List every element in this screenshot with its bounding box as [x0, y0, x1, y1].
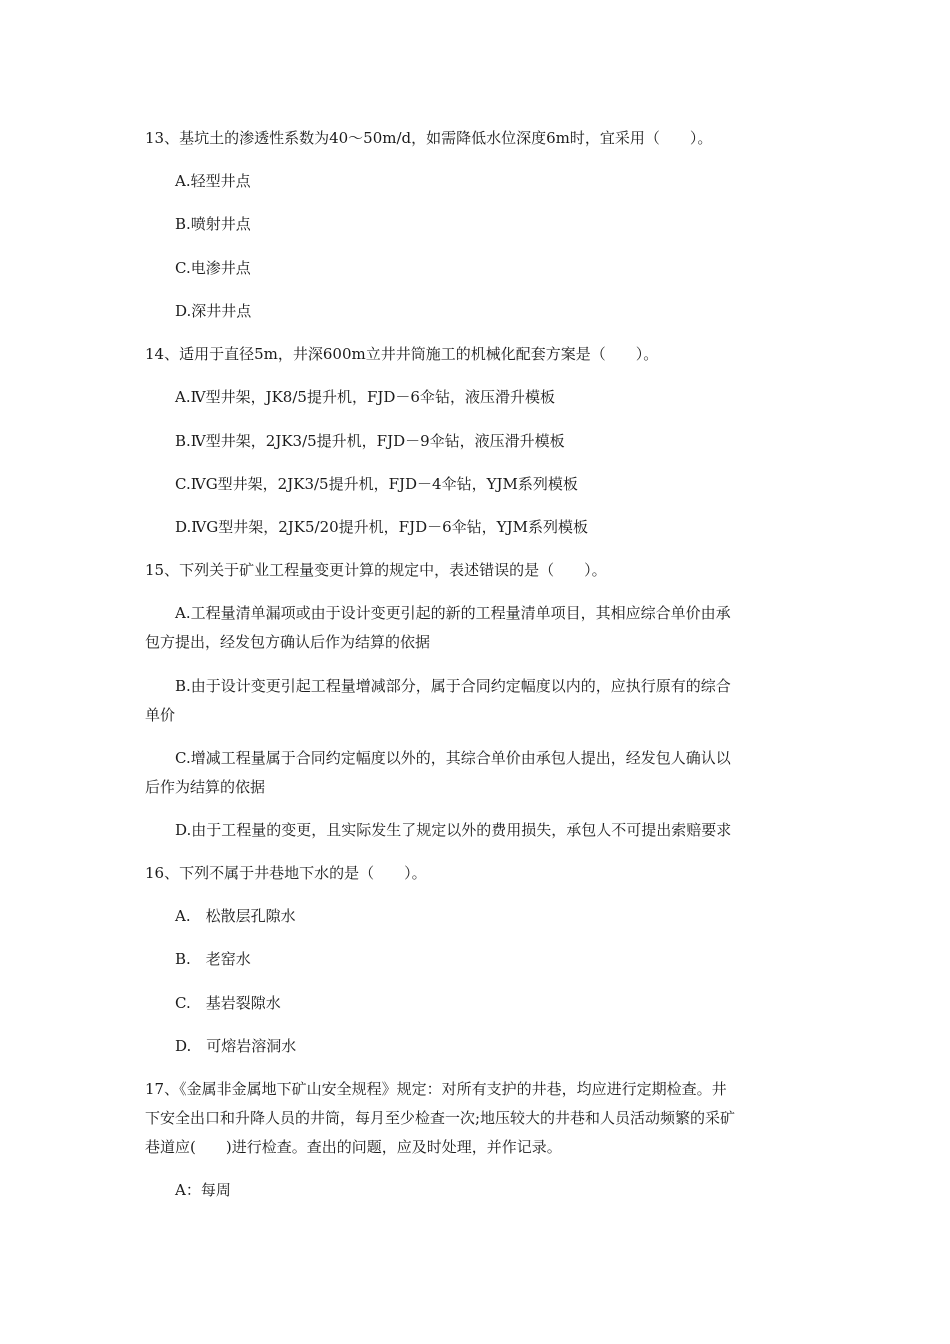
question-14-stem: 14、适用于直径5m，井深600m立井井筒施工的机械化配套方案是（ ）。: [145, 345, 659, 363]
question-15-option-c-line1: C.增减工程量属于合同约定幅度以外的，其综合单价由承包人提出，经发包人确认以: [175, 749, 731, 767]
question-14-option-d: D.ⅣG型井架，2JK5/20提升机，FJD－6伞钻，YJM系列模板: [175, 518, 588, 536]
question-15-option-b-line2: 单价: [145, 706, 176, 724]
question-15-option-c-line2: 后作为结算的依据: [145, 778, 266, 796]
question-15-stem: 15、下列关于矿业工程量变更计算的规定中，表述错误的是（ ）。: [145, 561, 607, 579]
question-15-option-b-line1: B.由于设计变更引起工程量增减部分，属于合同约定幅度以内的，应执行原有的综合: [175, 677, 731, 695]
question-14-option-c: C.ⅣG型井架，2JK3/5提升机，FJD－4伞钻，YJM系列模板: [175, 475, 578, 493]
question-13-option-b: B.喷射井点: [175, 215, 251, 233]
question-16-stem: 16、下列不属于井巷地下水的是（ ）。: [145, 864, 427, 882]
question-16-option-b: B. 老窑水: [175, 950, 251, 968]
question-17-stem-line1: 17、《金属非金属地下矿山安全规程》规定：对所有支护的井巷，均应进行定期检查。井: [145, 1080, 727, 1098]
question-16-option-d: D. 可熔岩溶洞水: [175, 1037, 297, 1055]
question-13-stem: 13、基坑土的渗透性系数为40～50m/d，如需降低水位深度6m时，宜采用（ ）。: [145, 129, 713, 147]
question-13-option-a: A.轻型井点: [175, 172, 251, 190]
question-15-option-a-line1: A.工程量清单漏项或由于设计变更引起的新的工程量清单项目，其相应综合单价由承: [175, 604, 731, 622]
question-14-option-a: A.Ⅳ型井架，JK8/5提升机，FJD－6伞钻，液压滑升模板: [175, 388, 555, 406]
question-17-option-a: A：每周: [175, 1181, 231, 1199]
question-15-option-a-line2: 包方提出，经发包方确认后作为结算的依据: [145, 633, 431, 651]
question-16-option-c: C. 基岩裂隙水: [175, 994, 281, 1012]
question-13-option-d: D.深井井点: [175, 302, 252, 320]
question-13-option-c: C.电渗井点: [175, 259, 251, 277]
question-17-stem-line3: 巷道应( )进行检查。查出的问题，应及时处理，并作记录。: [145, 1138, 562, 1156]
question-16-option-a: A. 松散层孔隙水: [175, 907, 296, 925]
question-14-option-b: B.Ⅳ型井架，2JK3/5提升机，FJD－9伞钻，液压滑升模板: [175, 432, 565, 450]
question-15-option-d: D.由于工程量的变更，且实际发生了规定以外的费用损失，承包人不可提出索赔要求: [175, 821, 732, 839]
question-17-stem-line2: 下安全出口和升降人员的井筒，每月至少检查一次;地压较大的井巷和人员活动频繁的采矿: [145, 1109, 736, 1127]
